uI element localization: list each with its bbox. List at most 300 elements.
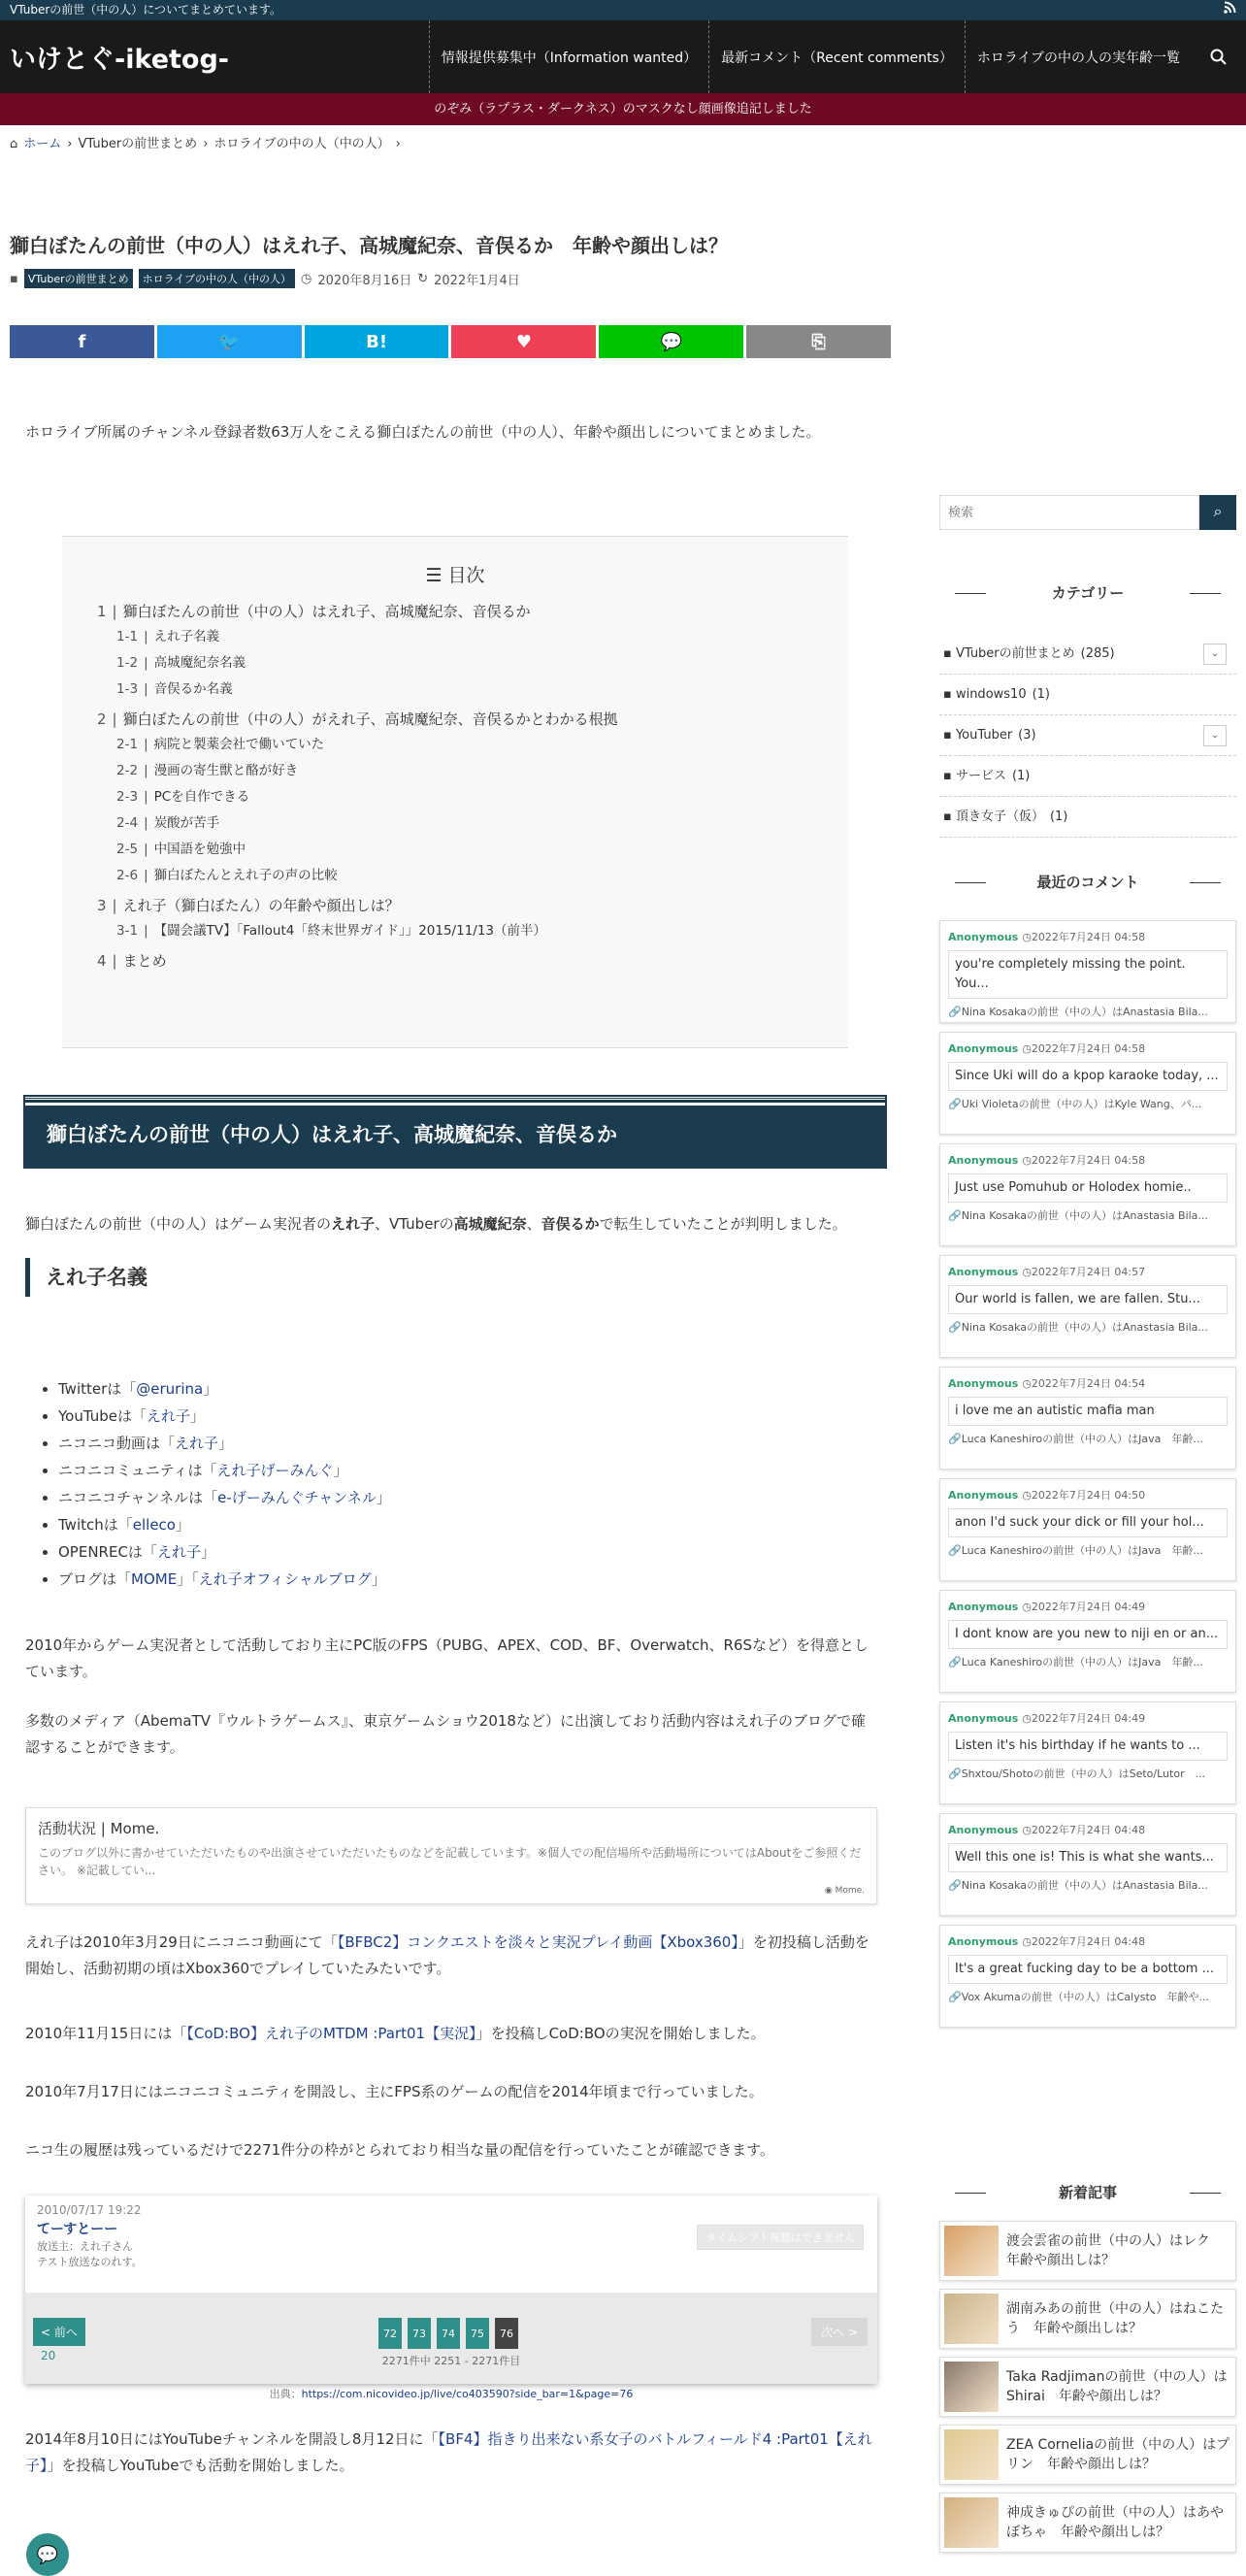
toc-label: えれ子名義 — [153, 629, 220, 644]
new-posts-widget-title: 新着記事 — [939, 2182, 1236, 2202]
account-link-item — [58, 1484, 391, 1511]
account-link[interactable]: えれ子オフィシャルブログ — [198, 1570, 372, 1588]
new-post-title: 神成きゅぴの前世（中の人）はあやぼちゃ 年齢や顔出しは？ — [1006, 2505, 1224, 2540]
comment-author[interactable]: Anonymous — [948, 1266, 1019, 1278]
account-link-item — [58, 1566, 391, 1593]
search-icon[interactable] — [1192, 20, 1246, 93]
comment-date: 2022年7月24日 04:48 — [1031, 1824, 1146, 1836]
account-link[interactable]: えれ子 — [156, 1543, 201, 1561]
pocket-icon: ♥ — [515, 331, 532, 352]
line-share-button[interactable] — [599, 325, 743, 358]
post-thumbnail — [944, 2497, 999, 2548]
link-suffix: 」 — [376, 1489, 391, 1506]
new-post-item[interactable] — [939, 2357, 1236, 2417]
clock-icon: ◷ — [1022, 1042, 1032, 1055]
link-icon: 🔗 — [948, 1098, 962, 1110]
account-link-item — [58, 1511, 391, 1538]
folder-icon: ▪ — [10, 271, 18, 286]
toc-separator: | — [144, 655, 148, 671]
clock-icon: ◷ — [1022, 1489, 1032, 1502]
refresh-icon: ↻ — [417, 271, 429, 286]
page-number: 74 — [437, 2318, 460, 2349]
new-post-item[interactable] — [939, 2425, 1236, 2485]
first-video-link[interactable]: 【BFBC2】コンクエストを淡々と実況プレイ動画【Xbox360】 — [337, 1933, 738, 1951]
section-paragraph: 獅白ぼたんの前世（中の人）はゲーム実況者のえれ子、VTuberの高城魔紀奈、音俣るかで転生していたことが判明しました。 — [25, 1215, 847, 1233]
toc-label: PCを自作できる — [153, 789, 250, 805]
comment-excerpt[interactable]: you're completely missing the point. You... — [948, 950, 1228, 999]
category-count: (285) — [1080, 646, 1115, 661]
account-link-list — [49, 1375, 391, 1593]
link-prefix: YouTubeは「 — [58, 1407, 147, 1425]
share-buttons — [10, 325, 891, 358]
new-post-title: Taka Radjimanの前世（中の人）はShirai 年齢や顔出しは？ — [1006, 2369, 1228, 2404]
account-link[interactable]: えれ子 — [147, 1407, 191, 1425]
clock-icon: ◷ — [1022, 1266, 1032, 1278]
comment-card — [939, 1813, 1236, 1916]
clock-icon: ◷ — [1022, 931, 1032, 943]
toc-subitem[interactable] — [97, 784, 813, 810]
link-prefix: Twitchは「 — [58, 1516, 133, 1534]
comment-date: 2022年7月24日 04:58 — [1031, 1154, 1146, 1167]
category-item[interactable] — [939, 797, 1236, 838]
facebook-icon: f — [78, 331, 86, 352]
search-button[interactable] — [1199, 495, 1236, 530]
category-item[interactable] — [939, 634, 1236, 675]
comment-excerpt[interactable]: Listen it's his birthday if he wants to ... — [948, 1732, 1228, 1761]
rss-icon[interactable] — [1224, 0, 1236, 20]
clock-icon: ◷ — [1022, 1377, 1032, 1390]
toc-number: 2-6 — [116, 868, 139, 883]
toc-separator: | — [144, 923, 148, 939]
nico-screenshot — [25, 2196, 877, 2384]
toc-number: 2-1 — [116, 737, 139, 752]
comment-excerpt[interactable]: anon I'd suck your dick or fill your hol... — [948, 1508, 1228, 1537]
hatena-icon: B! — [366, 331, 388, 352]
search-input[interactable] — [939, 495, 1199, 530]
comment-post-link[interactable] — [948, 1542, 1228, 1558]
toc-label: 獅白ぼたんの前世（中の人）はえれ子、高城魔紀奈、音俣るか — [122, 603, 531, 620]
chevron-down-icon[interactable]: ⌄ — [1203, 725, 1227, 746]
category-label: windows10 — [955, 687, 1027, 702]
sidebar-search — [939, 495, 1236, 530]
new-post-item[interactable] — [939, 2289, 1236, 2349]
new-post-item[interactable] — [939, 2493, 1236, 2553]
toc-separator: | — [112, 603, 117, 620]
toc-separator: | — [144, 842, 148, 857]
toc-label: まとめ — [122, 952, 167, 970]
comment-date: 2022年7月24日 04:50 — [1031, 1489, 1146, 1502]
chevron-right-icon: › — [395, 137, 401, 151]
list-icon: ☰ — [425, 565, 448, 586]
link-prefix: ニコニコチャンネルは「 — [58, 1489, 218, 1506]
toc-subitem[interactable] — [97, 837, 813, 863]
chevron-down-icon[interactable]: ⌄ — [1203, 644, 1227, 665]
source-citation: 出典：https://com.nicovideo.jp/live/co403590?side_bar=1&page=76 — [269, 2388, 634, 2400]
comment-post-link[interactable] — [948, 1096, 1228, 1111]
toc-number: 2-2 — [116, 763, 139, 778]
paragraph-media: 多数のメディア（AbemaTV『ウルトラゲームス』、東京ゲームショウ2018など）に出演しており活動内容はえれ子のブログで確認することができます。 — [25, 1712, 866, 1756]
comment-date: 2022年7月24日 04:54 — [1031, 1377, 1146, 1390]
toc-list — [97, 599, 813, 974]
link-suffix: 」 — [371, 1570, 386, 1588]
comment-post-title: Luca Kaneshiroの前世（中の人）はJava 年齢... — [961, 1433, 1203, 1445]
chat-fab-button[interactable] — [26, 2533, 69, 2576]
paragraph-codbo: 2010年11月15日には「【CoD:BO】えれ子のMTDM :Part01【実況】」を投稿しCoD:BOの実況を開始しました。 — [25, 2025, 766, 2042]
comment-author[interactable]: Anonymous — [948, 1154, 1019, 1167]
comment-post-link[interactable] — [948, 1004, 1228, 1019]
comment-excerpt[interactable]: Well this one is! This is what she wants... — [948, 1843, 1228, 1872]
comment-post-title: Uki Violetaの前世（中の人）はKyle Wang、パ... — [961, 1098, 1202, 1110]
comment-header — [948, 1487, 1228, 1503]
facebook-share-button[interactable] — [10, 325, 154, 358]
comment-card — [939, 920, 1236, 1023]
toc-subitem[interactable] — [97, 863, 813, 889]
toc-number: 1-2 — [116, 655, 139, 671]
copy-icon: ⎘ — [811, 331, 826, 352]
category-tag[interactable]: ホロライブの中の人（中の人） — [139, 269, 295, 288]
toc-separator: | — [144, 868, 148, 883]
comment-post-link[interactable] — [948, 1766, 1228, 1781]
comment-post-link[interactable] — [948, 1431, 1228, 1446]
new-post-title: 渡会雲雀の前世（中の人）はレク 年齢や顔出しは？ — [1006, 2233, 1224, 2268]
nav-recent-comments[interactable]: 最新コメント（Recent comments） — [708, 20, 965, 93]
category-item[interactable] — [939, 756, 1236, 797]
toc-subitem[interactable] — [97, 677, 813, 703]
site-logo[interactable]: いけとぐ-iketog- — [10, 45, 229, 75]
new-post-item[interactable] — [939, 2221, 1236, 2281]
nico-desc: テスト放送なのれす。 — [37, 2256, 143, 2268]
pocket-share-button[interactable] — [451, 325, 596, 358]
link-prefix: ニコニコ動画は「 — [58, 1435, 176, 1452]
comment-date: 2022年7月24日 04:49 — [1031, 1712, 1146, 1725]
codbo-video-link[interactable]: 【CoD:BO】えれ子のMTDM :Part01【実況】 — [186, 2025, 476, 2042]
post-thumbnail — [944, 2361, 999, 2412]
per-page: 20 — [41, 2349, 56, 2362]
link-suffix: 」 — [175, 1516, 190, 1534]
category-widget-title: カテゴリー — [939, 582, 1236, 603]
toc-separator: | — [112, 710, 117, 728]
comment-post-title: Luca Kaneshiroの前世（中の人）はJava 年齢... — [961, 1656, 1203, 1668]
comment-post-title: Luca Kaneshiroの前世（中の人）はJava 年齢... — [961, 1544, 1203, 1557]
folder-icon: ▪ — [943, 809, 956, 824]
section-heading: 獅白ぼたんの前世（中の人）はえれ子、高城魔紀奈、音俣るか — [25, 1097, 885, 1167]
result-count: 2271件中 2251 - 2271件目 — [381, 2355, 521, 2367]
comment-post-title: Shxtou/Shotoの前世（中の人）はSeto/Lutor ... — [961, 1767, 1206, 1780]
toc-number: 1-1 — [116, 629, 139, 644]
link-icon: 🔗 — [948, 1433, 962, 1445]
link-icon: 🔗 — [948, 1544, 962, 1557]
comment-post-title: Nina Kosakaの前世（中の人）はAnastasia Bila... — [961, 1879, 1208, 1892]
comment-author[interactable]: Anonymous — [948, 1712, 1019, 1725]
folder-icon: ▪ — [943, 728, 956, 743]
new-post-title: ZEA Corneliaの前世（中の人）はプリン 年齢や顔出しは？ — [1006, 2437, 1230, 2472]
page-number: 75 — [466, 2318, 489, 2349]
account-link-item — [58, 1457, 391, 1484]
link-suffix: 」 — [333, 1462, 348, 1479]
home-icon: ⌂ — [10, 137, 18, 151]
comment-excerpt[interactable]: It's a great fucking day to be a bottom ... — [948, 1955, 1228, 1984]
toc-separator: | — [144, 681, 148, 697]
category-count: (1) — [1032, 687, 1051, 702]
comment-date: 2022年7月24日 04:49 — [1031, 1601, 1146, 1613]
toc-number: 2-5 — [116, 842, 139, 857]
comment-date: 2022年7月24日 04:58 — [1031, 931, 1146, 943]
table-of-contents — [62, 536, 848, 1048]
category-count: (3) — [1018, 728, 1036, 743]
toc-label: 【闘会議TV】「Fallout4「終末世界ガイド」」2015/11/13（前半） — [153, 923, 547, 939]
toc-label: えれ子（獅白ぼたん）の年齢や顔出しは？ — [122, 897, 400, 914]
nav-hololive-age-list[interactable]: ホロライブの中の人の実年齢一覧 — [965, 20, 1192, 93]
post-title: 獅白ぼたんの前世（中の人）はえれ子、高城魔紀奈、音俣るか 年齢や顔出しは？ — [10, 234, 728, 257]
toc-number: 2-4 — [116, 815, 139, 831]
hatena-share-button[interactable] — [305, 325, 449, 358]
account-link[interactable]: えれ子 — [175, 1435, 219, 1452]
paragraph-activity: 2010年からゲーム実況者として活動しており主にPC版のFPS（PUBG、APEX、COD、BF、Overwatch、R6Sなど）を得意としています。 — [25, 1636, 869, 1680]
toc-number: 1-3 — [116, 681, 139, 697]
link-suffix: 」 — [200, 1543, 215, 1561]
toc-label: 獅白ぼたんとえれ子の声の比較 — [153, 868, 338, 883]
toc-label: 音俣るか名義 — [153, 681, 233, 697]
chevron-right-icon: › — [67, 137, 73, 151]
toc-number: 4 — [97, 952, 107, 970]
comment-author[interactable]: Anonymous — [948, 1377, 1019, 1390]
toc-number: 1 — [97, 603, 107, 620]
link-icon: 🔗 — [948, 1006, 962, 1018]
new-post-title: 湖南みあの前世（中の人）はねこたう 年齢や顔出しは？ — [1006, 2301, 1224, 2336]
category-item[interactable] — [939, 675, 1236, 715]
toc-number: 2-3 — [116, 789, 139, 805]
comment-post-title: Vox Akumaの前世（中の人）はCalysto 年齢や... — [961, 1991, 1210, 2003]
toc-number: 3 — [97, 897, 107, 914]
toc-separator: | — [144, 815, 148, 831]
site-header — [0, 20, 1246, 93]
toc-subitem[interactable] — [97, 810, 813, 837]
paragraph-first-post: えれ子は2010年3月29日にニコニコ動画にて「【BFBC2】コンクエストを淡々と実況プレイ動画【Xbox360】」を初投稿し活動を開始し、活動初期の頃はXbox360でプレイしていたみたいです。 — [25, 1933, 869, 1977]
toc-number: 2 — [97, 710, 107, 728]
blog-card[interactable] — [25, 1807, 877, 1904]
clock-icon: ◷ — [1022, 1154, 1032, 1167]
toc-separator: | — [144, 737, 148, 752]
account-link[interactable]: e-げーみんぐチャンネル — [217, 1489, 377, 1506]
comment-author[interactable]: Anonymous — [948, 931, 1019, 943]
intro-text: ホロライブ所属のチャンネル登録者数63万人をこえる獅白ぼたんの前世（中の人）、年齢や顔出しについてまとめました。 — [25, 423, 821, 441]
toc-title: ☰ 目次 — [425, 565, 485, 586]
account-link[interactable]: elleco — [132, 1516, 176, 1534]
clock-icon: ◷ — [1022, 1712, 1032, 1725]
comment-header — [948, 1152, 1228, 1168]
link-prefix: OPENRECは「 — [58, 1543, 157, 1561]
notice-bar[interactable]: のぞみ（ラプラス・ダークネス）のマスクなし顔画像追記しました — [0, 93, 1246, 125]
favicon-icon: ◉ — [824, 1886, 836, 1896]
twitter-icon: 🐦 — [218, 331, 241, 352]
breadcrumb-home[interactable]: ホーム — [23, 137, 62, 151]
toc-separator: | — [144, 763, 148, 778]
comment-card — [939, 1701, 1236, 1804]
comment-post-link[interactable] — [948, 1319, 1228, 1335]
nico-title: てーすとーー — [37, 2222, 118, 2237]
comment-excerpt[interactable]: i love me an autistic mafia man — [948, 1397, 1228, 1426]
published-date: 2020年8月16日 — [317, 273, 412, 288]
account-link-item — [58, 1403, 391, 1430]
comment-date: 2022年7月24日 04:57 — [1031, 1266, 1146, 1278]
account-link-item — [58, 1430, 391, 1457]
folder-icon: ▪ — [943, 646, 956, 661]
comment-author[interactable]: Anonymous — [948, 1935, 1019, 1948]
page-number: 76 — [495, 2318, 518, 2349]
breadcrumb-vtuber[interactable]: VTuberの前世まとめ — [78, 137, 198, 151]
chat-icon: 💬 — [36, 2544, 59, 2565]
paragraph-community: 2010年7月17日にはニコニコミュニティを開設し、主にFPS系のゲームの配信を2014年頃まで行っていました。 — [25, 2083, 764, 2100]
comment-card — [939, 1478, 1236, 1581]
comment-card — [939, 1143, 1236, 1246]
category-tag[interactable]: VTuberの前世まとめ — [24, 269, 133, 288]
link-mid: 」「 — [177, 1570, 199, 1588]
link-suffix: 」 — [190, 1407, 206, 1425]
toc-subitem[interactable] — [97, 732, 813, 758]
comment-date: 2022年7月24日 04:48 — [1031, 1935, 1146, 1948]
post-thumbnail — [944, 2294, 999, 2344]
page-numbers — [378, 2318, 518, 2349]
clock-icon: ◷ — [1022, 1601, 1032, 1613]
prev-page-button: < 前へ — [33, 2318, 85, 2346]
toc-subitem[interactable] — [97, 918, 813, 944]
nico-date: 2010/07/17 19:22 — [37, 2203, 142, 2217]
category-item[interactable] — [939, 715, 1236, 756]
link-icon: 🔗 — [948, 1767, 962, 1780]
account-link-item — [58, 1538, 391, 1566]
comment-post-link[interactable] — [948, 1207, 1228, 1223]
comment-post-title: Nina Kosakaの前世（中の人）はAnastasia Bila... — [961, 1006, 1208, 1018]
link-prefix: ニコニコミュニティは「 — [58, 1462, 217, 1479]
comment-excerpt[interactable]: Our world is fallen, we are fallen. Stu... — [948, 1285, 1228, 1314]
top-bar-text: VTuberの前世（中の人）についてまとめています。 — [10, 3, 282, 17]
link-prefix: Twitterは「 — [58, 1380, 137, 1398]
comment-header — [948, 1933, 1228, 1949]
toc-item[interactable] — [97, 948, 813, 974]
top-bar — [0, 0, 1246, 20]
comment-card — [939, 1925, 1236, 2028]
comment-card — [939, 1590, 1236, 1693]
comment-post-title: Nina Kosakaの前世（中の人）はAnastasia Bila... — [961, 1209, 1208, 1222]
category-label: 頂き女子（仮） — [955, 809, 1044, 824]
link-icon: 🔗 — [948, 1656, 962, 1668]
folder-icon: ▪ — [943, 769, 956, 783]
account-link[interactable]: えれ子げーみんぐ — [216, 1462, 334, 1479]
comment-author[interactable]: Anonymous — [948, 1042, 1019, 1055]
clock-icon: ◷ — [1022, 1935, 1032, 1948]
category-label: サービス — [955, 769, 1006, 783]
page-number: 73 — [408, 2318, 431, 2349]
toc-label: 漫画の寄生獣と酪が好き — [153, 763, 299, 778]
category-label: YouTuber — [955, 728, 1013, 743]
comment-excerpt[interactable]: I dont know are you new to niji en or an... — [948, 1620, 1228, 1649]
toc-subitem[interactable] — [97, 650, 813, 677]
toc-label: 炭酸が苦手 — [153, 815, 220, 831]
toc-item[interactable] — [97, 599, 813, 624]
recent-comments — [939, 920, 1236, 2036]
link-suffix: 」 — [218, 1435, 234, 1452]
comment-date: 2022年7月24日 04:58 — [1031, 1042, 1146, 1055]
line-icon: 💬 — [660, 331, 682, 352]
category-count: (1) — [1011, 769, 1031, 783]
comment-post-link[interactable] — [948, 1877, 1228, 1893]
link-icon: 🔗 — [948, 1879, 962, 1892]
comment-header — [948, 929, 1228, 944]
updated-date: 2022年1月4日 — [434, 273, 520, 288]
link-suffix: 」 — [203, 1380, 218, 1398]
nico-caster: 放送主：えれ子さん — [37, 2240, 133, 2253]
comment-header — [948, 1264, 1228, 1279]
toc-label: 病院と製薬会社で働いていた — [153, 737, 325, 752]
post-thumbnail — [944, 2429, 999, 2480]
blog-card-site: ◉ Mome. — [824, 1886, 865, 1896]
comment-excerpt[interactable]: Just use Pomuhub or Holodex homie.. — [948, 1173, 1228, 1203]
comments-widget-title: 最近のコメント — [939, 872, 1236, 892]
timeshift-button: タイムシフト視聴はできません — [697, 2225, 864, 2250]
category-count: (1) — [1049, 809, 1068, 824]
clock-icon: ◷ — [1022, 1824, 1032, 1836]
source-link[interactable]: https://com.nicovideo.jp/live/co403590?side_bar=1&page=76 — [301, 2388, 634, 2400]
nav-information-wanted[interactable]: 情報提供募集中（Information wanted） — [429, 20, 708, 93]
toc-separator: | — [144, 629, 148, 644]
toc-label: 高城魔紀奈名義 — [153, 655, 246, 671]
link-icon: 🔗 — [948, 1209, 962, 1222]
paragraph-nicolive-history: ニコ生の履歴は残っているだけで2271件分の枠がとられており相当な量の配信を行っていたことが確認できます。 — [25, 2141, 774, 2159]
post-thumbnail — [944, 2226, 999, 2276]
comment-header — [948, 1710, 1228, 1726]
category-list — [939, 634, 1236, 838]
chevron-right-icon: › — [203, 137, 209, 151]
toc-subitem[interactable] — [97, 624, 813, 650]
toc-separator: | — [144, 789, 148, 805]
comment-header — [948, 1375, 1228, 1391]
comment-post-link[interactable] — [948, 1989, 1228, 2004]
paragraph-youtube: 2014年8月10日にはYouTubeチャンネルを開設し8月12日に「【BF4】指きり出来ない系女子のバトルフィールド4 :Part01【えれ子】」を投稿しYouTubeでも活動を開始しました。 — [25, 2430, 872, 2474]
breadcrumb — [0, 125, 1246, 164]
comment-author[interactable]: Anonymous — [948, 1601, 1019, 1613]
new-posts — [939, 2221, 1236, 2560]
comment-excerpt[interactable]: Since Uki will do a kpop karaoke today, ... — [948, 1062, 1228, 1091]
subsection-heading: えれ子名義 — [25, 1258, 148, 1297]
comment-card — [939, 1032, 1236, 1135]
account-link[interactable]: @erurina — [136, 1380, 204, 1398]
blog-card-title: 活動状況 | Mome. — [38, 1820, 160, 1837]
toc-item[interactable] — [97, 707, 813, 732]
comment-card — [939, 1255, 1236, 1358]
page-number: 72 — [378, 2318, 402, 2349]
comment-header — [948, 1822, 1228, 1837]
comment-card — [939, 1367, 1236, 1470]
link-icon: 🔗 — [948, 1991, 962, 2003]
toc-item[interactable] — [97, 893, 813, 918]
twitter-share-button[interactable] — [157, 325, 302, 358]
clock-icon: ◷ — [300, 271, 312, 286]
toc-subitem[interactable] — [97, 758, 813, 784]
comment-post-link[interactable] — [948, 1654, 1228, 1669]
bf4-video-link[interactable]: 【BF4】指きり出来ない系女子のバトルフィールド4 :Part01【えれ子】 — [25, 2430, 872, 2474]
copy-share-button[interactable] — [746, 325, 891, 358]
account-link-item — [58, 1375, 391, 1403]
post-meta — [10, 269, 520, 288]
toc-label: 中国語を勉強中 — [153, 842, 246, 857]
category-label: VTuberの前世まとめ — [955, 646, 1075, 661]
breadcrumb-hololive[interactable]: ホロライブの中の人（中の人） — [213, 137, 390, 151]
blog-card-desc: このブログ以外に書かせていただいたものや出演させていただいたものなどを記載しています。※個人での配信場所や活動場所についてはAboutをご参照ください。 ※記載してい... — [38, 1846, 862, 1877]
comment-author[interactable]: Anonymous — [948, 1489, 1019, 1502]
comment-author[interactable]: Anonymous — [948, 1824, 1019, 1836]
account-link[interactable]: MOME — [131, 1570, 178, 1588]
search-icon: ⌕ — [1213, 504, 1223, 520]
